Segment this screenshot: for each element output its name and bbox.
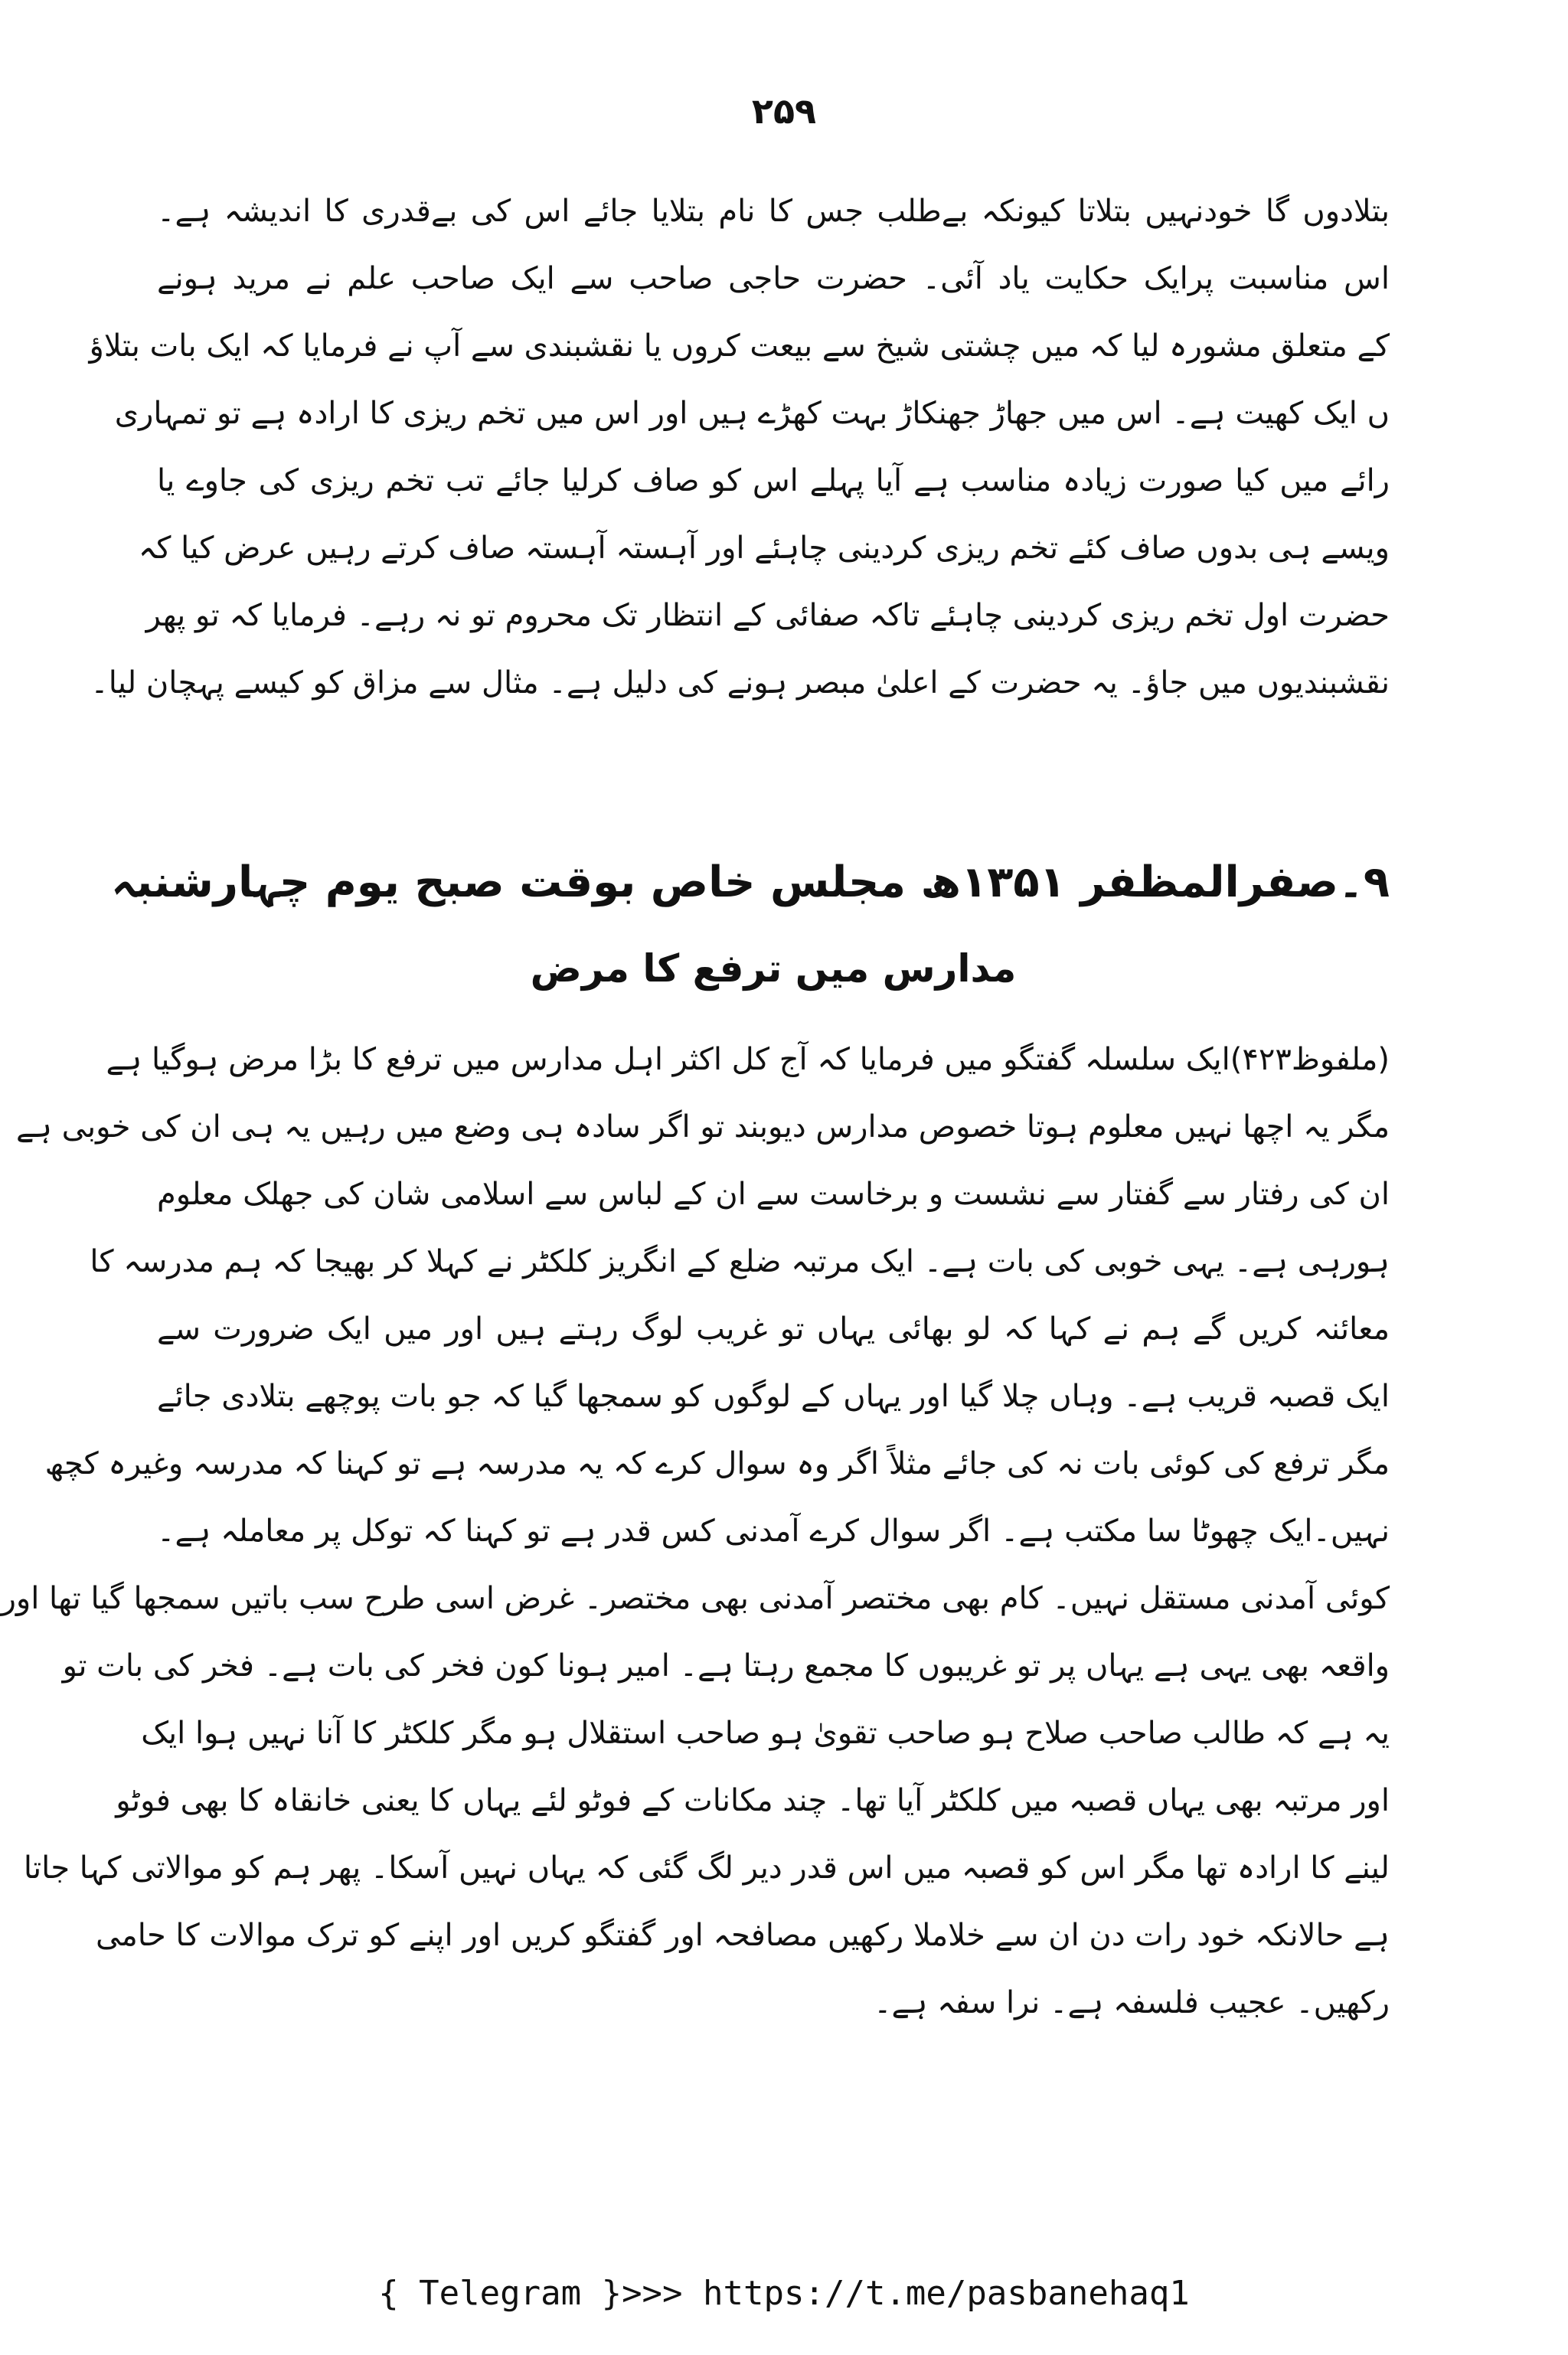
text-line: ہے حالانکہ خود رات دن ان سے خلاملا رکھیں مصافحہ اور گفتگو کریں اور اپنے کو ترک موالات کا حامی bbox=[96, 1918, 1390, 1953]
text-line: واقعہ بھی یہی ہے یہاں پر تو غریبوں کا مجمع رہتا ہے۔ امیر ہونا کون فخر کی بات ہے۔ فخر کی بات تو bbox=[62, 1648, 1390, 1684]
paragraph-1 bbox=[89, 178, 1390, 717]
telegram-footer-link[interactable]: { Telegram }>>> https://t.me/pasbanehaq1 bbox=[378, 2274, 1190, 2313]
text-line: معائنہ کریں گے ہم نے کہا کہ لو بھائی یہاں تو غریب لوگ رہتے ہیں اور میں ایک ضرورت سے bbox=[157, 1311, 1390, 1347]
text-line: مگر ترفع کی کوئی بات نہ کی جائے مثلاً اگر وہ سوال کرے کہ یہ مدرسہ ہے تو کہنا کہ مدرسہ وغیرہ کچھ bbox=[44, 1446, 1390, 1481]
text-line: (ملفوظ۴۲۳)ایک سلسلہ گفتگو میں فرمایا کہ آج کل اکثر اہل مدارس میں ترفع کا بڑا مرض ہوگیا ہے bbox=[106, 1042, 1390, 1077]
text-line: ویسے ہی بدوں صاف کئے تخم ریزی کردینی چاہئے اور آہستہ آہستہ صاف کرتے رہیں عرض کیا کہ bbox=[138, 531, 1390, 566]
text-line: یہ ہے کہ طالب صاحب صلاح ہو صاحب تقویٰ ہو صاحب استقلال ہو مگر کلکٹر کا آنا نہیں ہوا ایک bbox=[141, 1716, 1390, 1751]
text-line: حضرت اول تخم ریزی کردینی چاہئے تاکہ صفائی کے انتظار تک محروم تو نہ رہے۔ فرمایا کہ تو پھر bbox=[145, 598, 1390, 633]
text-line: رائے میں کیا صورت زیادہ مناسب ہے آیا پہلے اس کو صاف کرلیا جائے تب تخم ریزی کی جاوے یا bbox=[157, 463, 1390, 498]
text-line: ں ایک کھیت ہے۔ اس میں جھاڑ جھنکاڑ بہت کھڑے ہیں اور اس میں تخم ریزی کا ارادہ ہے تو تمہاری bbox=[114, 396, 1390, 431]
page-number: ۲۵۹ bbox=[751, 90, 817, 132]
text-line: ان کی رفتار سے گفتار سے نشست و برخاست سے ان کے لباس سے اسلامی شان کی جھلک معلوم bbox=[157, 1177, 1390, 1212]
text-line: کوئی آمدنی مستقل نہیں۔ کام بھی مختصر آمدنی بھی مختصر۔ غرض اسی طرح سب باتیں سمجھا گیا تھا اور bbox=[1, 1581, 1390, 1616]
text-line: ہورہی ہے۔ یہی خوبی کی بات ہے۔ ایک مرتبہ ضلع کے انگریز کلکٹر نے کہلا کر بھیجا کہ ہم مدرسہ کا bbox=[90, 1244, 1390, 1279]
text-line: کے متعلق مشورہ لیا کہ میں چشتی شیخ سے بیعت کروں یا نقشبندی سے آپ نے فرمایا کہ ایک بات بتلاؤ bbox=[89, 328, 1390, 364]
text-line: بتلادوں گا خودنہیں بتلاتا کیونکہ بےطلب جس کا نام بتلایا جائے اس کی بےقدری کا اندیشہ ہے۔ bbox=[157, 194, 1390, 229]
text-line: ایک قصبہ قریب ہے۔ وہاں چلا گیا اور یہاں کے لوگوں کو سمجھا گیا کہ جو بات پوچھے بتلادی جائے bbox=[157, 1379, 1390, 1414]
section-subheading: مدارس میں ترفع کا مرض bbox=[530, 946, 1017, 991]
text-line: مگر یہ اچھا نہیں معلوم ہوتا خصوص مدارس دیوبند تو اگر سادہ ہی وضع میں رہیں یہ ہی ان کی خوبی ہے bbox=[16, 1109, 1390, 1145]
text-line: اور مرتبہ بھی یہاں قصبہ میں کلکٹر آیا تھا۔ چند مکانات کے فوٹو لئے یہاں کا یعنی خانقاہ کا بھی فوٹو bbox=[116, 1783, 1390, 1818]
text-line: نقشبندیوں میں جاؤ۔ یہ حضرت کے اعلیٰ مبصر ہونے کی دلیل ہے۔ مثال سے مزاق کو کیسے پہچان لیا۔ bbox=[90, 665, 1390, 701]
section-heading: ۹۔صفرالمظفر ۱۳۵۱ھ مجلس خاص بوقت صبح یوم چہارشنبہ bbox=[111, 857, 1390, 907]
text-line: نہیں۔ایک چھوٹا سا مکتب ہے۔ اگر سوال کرے آمدنی کس قدر ہے تو کہنا کہ توکل پر معاملہ ہے۔ bbox=[157, 1514, 1390, 1549]
paragraph-2 bbox=[1, 1026, 1390, 2037]
text-line: رکھیں۔ عجیب فلسفہ ہے۔ نرا سفہ ہے۔ bbox=[874, 1985, 1390, 2020]
text-line: اس مناسبت پرایک حکایت یاد آئی۔ حضرت حاجی صاحب سے ایک صاحب علم نے مرید ہونے bbox=[157, 261, 1390, 296]
text-line: لینے کا ارادہ تھا مگر اس کو قصبہ میں اس قدر دیر لگ گئی کہ یہاں نہیں آسکا۔ پھر ہم کو موالاتی کہا جاتا bbox=[23, 1850, 1390, 1886]
